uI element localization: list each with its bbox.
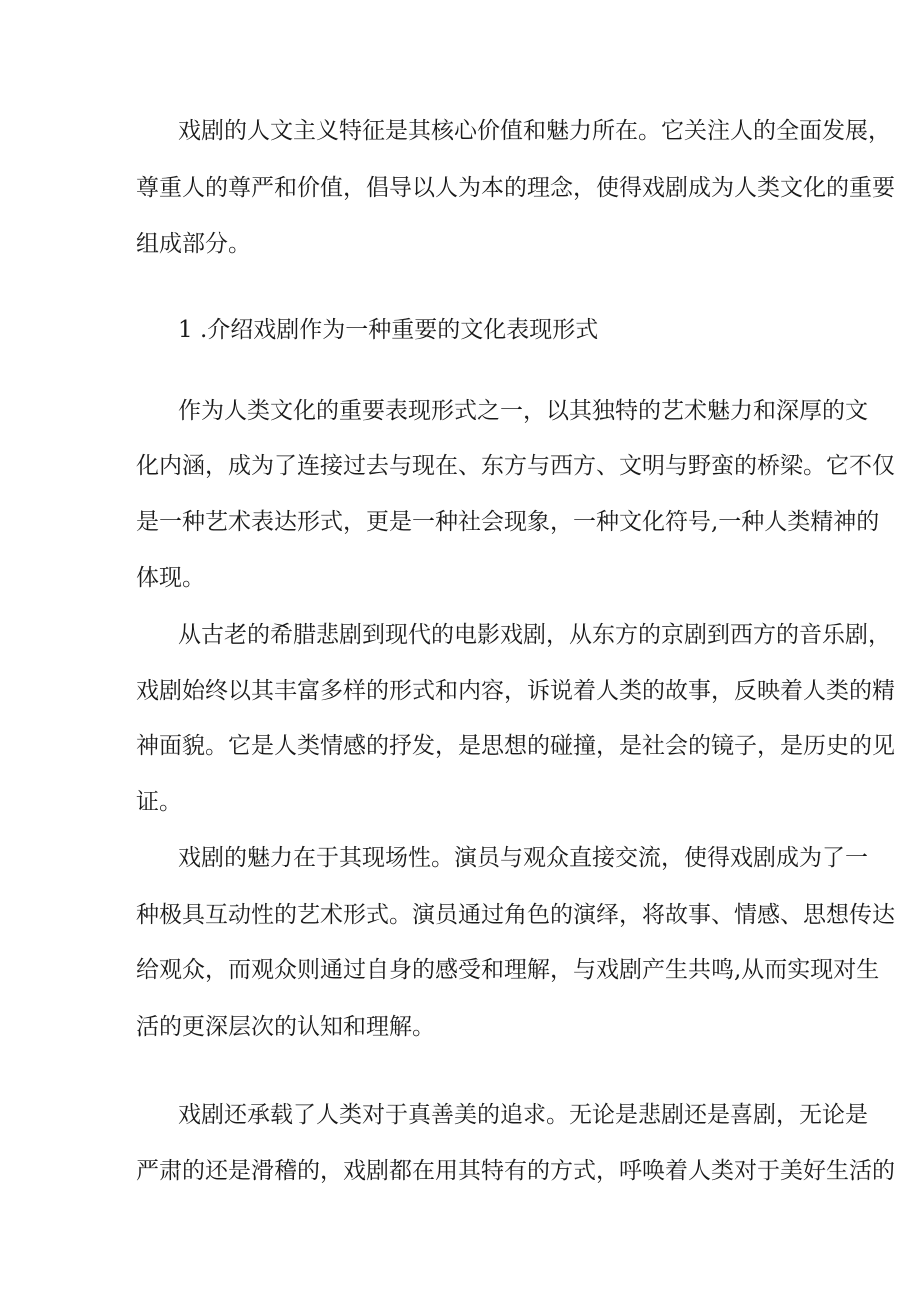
text-line: 作为人类文化的重要表现形式之一，以其独特的艺术魅力和深厚的文 [178, 398, 868, 424]
section-heading: 1 .介绍戏剧作为一种重要的文化表现形式 [178, 317, 599, 343]
text-line: 组成部分。 [136, 231, 251, 257]
text-line: 是一种艺术表达形式，更是一种社会现象，一种文化符号,一种人类精神的 [136, 509, 880, 535]
text-line: 给观众，而观众则通过自身的感受和理解，与戏剧产生共鸣,从而实现对生 [136, 957, 880, 983]
text-line: 体现。 [136, 565, 205, 591]
text-line: 戏剧的魅力在于其现场性。演员与观众直接交流，使得戏剧成为了一 [178, 845, 868, 871]
text-line: 严肃的还是滑稽的，戏剧都在用其特有的方式，呼唤着人类对于美好生活的 [136, 1158, 895, 1184]
text-line: 戏剧还承载了人类对于真善美的追求。无论是悲剧还是喜剧，无论是 [178, 1102, 868, 1128]
text-line: 种极具互动性的艺术形式。演员通过角色的演绎，将故事、情感、思想传达 [136, 902, 895, 928]
text-line: 活的更深层次的认知和理解。 [136, 1014, 435, 1040]
text-line: 化内涵，成为了连接过去与现在、东方与西方、文明与野蛮的桥梁。它不仅 [136, 453, 895, 479]
text-line: 从古老的希腊悲剧到现代的电影戏剧，从东方的京剧到西方的音乐剧， [178, 622, 891, 648]
text-line: 戏剧的人文主义特征是其核心价值和魅力所在。它关注人的全面发展， [178, 118, 891, 144]
text-line: 尊重人的尊严和价值，倡导以人为本的理念，使得戏剧成为人类文化的重要 [136, 175, 895, 201]
text-line: 神面貌。它是人类情感的抒发，是思想的碰撞，是社会的镜子，是历史的见 [136, 733, 895, 759]
text-line: 证。 [136, 789, 182, 815]
text-line: 戏剧始终以其丰富多样的形式和内容，诉说着人类的故事，反映着人类的精 [136, 678, 895, 704]
